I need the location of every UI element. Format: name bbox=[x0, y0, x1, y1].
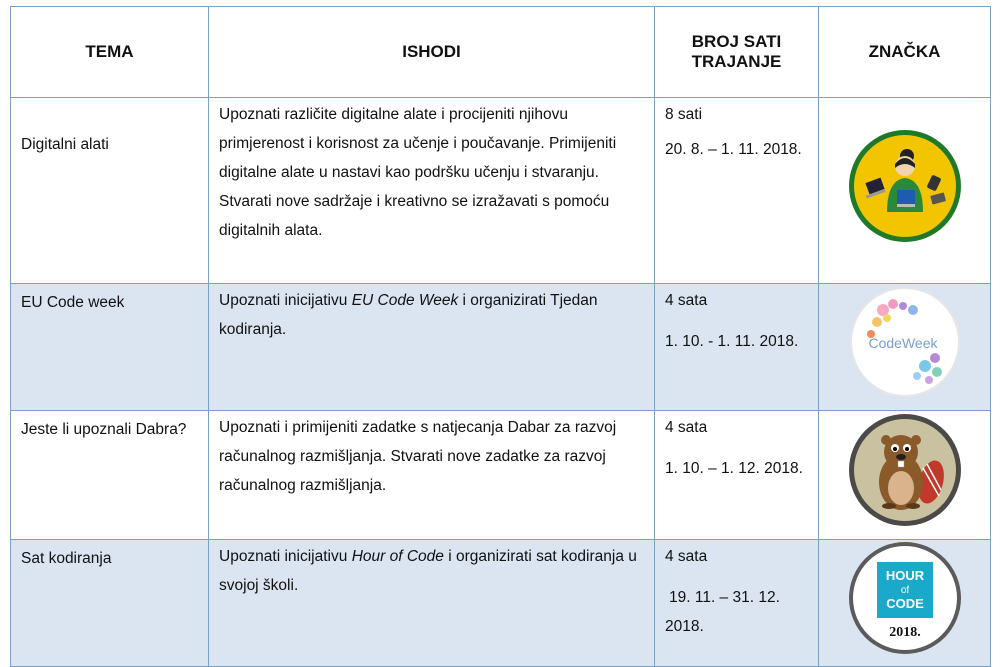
header-broj-sati-line2: TRAJANJE bbox=[691, 52, 782, 71]
cell-ishodi bbox=[209, 284, 655, 411]
cell-tema: Jeste li upoznali Dabra? bbox=[11, 411, 209, 540]
table-row bbox=[11, 284, 991, 411]
teacher-with-devices-icon bbox=[847, 128, 963, 244]
ishodi-text-post: i organizirati sat kodiranja u svojoj školi. bbox=[219, 548, 637, 594]
cell-badge bbox=[819, 411, 991, 540]
cell-ishodi: Upoznati i primijeniti zadatke s natjecanja Dabar za razvoj računalnog razmišljanja. Stvarati nove zadatke za razvoj računalnog razmišljanja. bbox=[209, 411, 655, 540]
badge-of-text: of bbox=[900, 585, 909, 596]
beaver-icon bbox=[847, 412, 963, 528]
hours-value: 4 sata bbox=[665, 292, 708, 309]
codeweek-text: CodeWeek bbox=[867, 335, 938, 351]
cell-ishodi bbox=[209, 540, 655, 667]
header-broj-sati bbox=[655, 7, 819, 98]
date-range: 20. 8. – 1. 11. 2018. bbox=[665, 141, 802, 158]
ishodi-initiative-name: EU Code Week bbox=[351, 292, 459, 309]
table-row bbox=[11, 411, 991, 540]
cell-trajanje bbox=[655, 540, 819, 667]
header-broj-sati-line1: BROJ SATI bbox=[691, 32, 782, 51]
cell-tema: Digitalni alati bbox=[11, 98, 209, 284]
ishodi-text-pre: Upoznati inicijativu bbox=[219, 548, 352, 565]
hour-of-code-icon bbox=[847, 540, 963, 656]
ishodi-text-pre: Upoznati inicijativu bbox=[219, 292, 352, 309]
cell-trajanje bbox=[655, 284, 819, 411]
badge-code-text: CODE bbox=[885, 596, 924, 611]
cell-ishodi: Upoznati različite digitalne alate i procijeniti njihovu primjerenost i korisnost za učenje i poučavanje. Primijeniti digitalne alate u nastavi kao podršku učenju i stvaranju. Stvarati nove sadržaje i kreativno se izražavati s pomoću digitalnih alata. bbox=[209, 98, 655, 284]
date-range: 1. 10. - 1. 11. 2018. bbox=[665, 333, 799, 350]
cell-trajanje bbox=[655, 411, 819, 540]
header-ishodi: ISHODI bbox=[209, 7, 655, 98]
ishodi-text-post: i organizirati Tjedan kodiranja. bbox=[219, 292, 598, 338]
codeweek-logo-icon bbox=[847, 284, 963, 400]
date-range: 1. 10. – 1. 12. 2018. bbox=[665, 460, 803, 477]
date-range: 19. 11. – 31. 12. 2018. bbox=[665, 589, 780, 635]
table-row bbox=[11, 98, 991, 284]
badge-year-text: 2018. bbox=[888, 625, 921, 640]
table-header bbox=[11, 7, 991, 98]
hours-value: 8 sati bbox=[665, 106, 703, 123]
cell-tema: EU Code week bbox=[11, 284, 209, 411]
cell-badge bbox=[819, 284, 991, 411]
cell-tema: Sat kodiranja bbox=[11, 540, 209, 667]
cell-badge bbox=[819, 540, 991, 667]
course-table bbox=[10, 6, 991, 667]
ishodi-initiative-name: Hour of Code bbox=[351, 548, 444, 565]
hours-value: 4 sata bbox=[665, 548, 708, 565]
header-tema: TEMA bbox=[11, 7, 209, 98]
hours-value: 4 sata bbox=[665, 419, 708, 436]
table-row bbox=[11, 540, 991, 667]
table-container bbox=[10, 6, 991, 667]
header-znacka: ZNAČKA bbox=[819, 7, 991, 98]
cell-trajanje bbox=[655, 98, 819, 284]
badge-hour-text: HOUR bbox=[885, 568, 924, 583]
cell-badge bbox=[819, 98, 991, 284]
